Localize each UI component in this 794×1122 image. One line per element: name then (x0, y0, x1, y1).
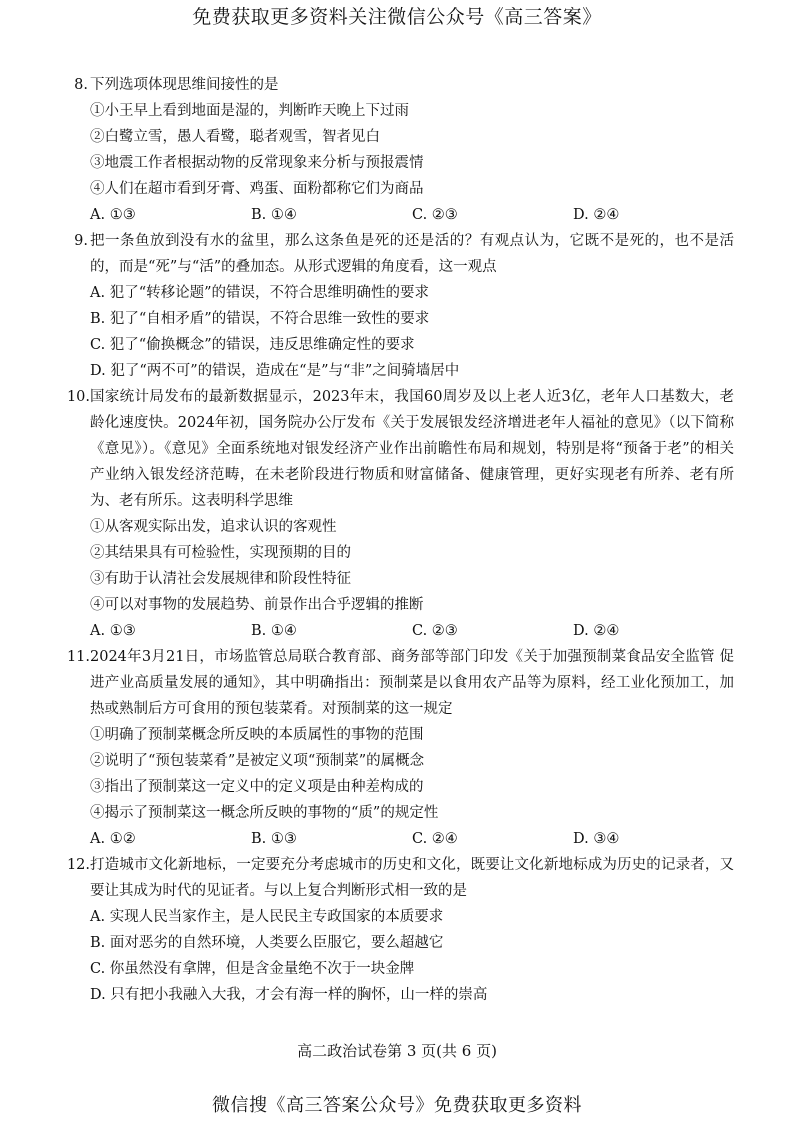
option-b: B. 犯了“自相矛盾”的错误，不符合思维一致性的要求 (90, 311, 430, 327)
option-d: D. 犯了“两不可”的错误，造成在“是”与“非”之间骑墙居中 (90, 363, 460, 379)
option-b: B. 面对恶劣的自然环境，人类要么臣服它，要么超越它 (90, 935, 444, 951)
choice-b: B. ①④ (251, 623, 297, 639)
question-text: 把一条鱼放到没有水的盆里，那么这条鱼是死的还是活的？有观点认为，它既不是死的，也不是活的，而是“死”与“活”的叠加态。从形式逻辑的角度看，这一观点 (90, 233, 734, 275)
question-9 (70, 228, 734, 384)
choice-d: D. ②④ (573, 623, 620, 639)
option-c: C. 你虽然没有拿牌，但是含金量绝不次于一块金牌 (90, 961, 415, 977)
bottom-banner: 微信搜《高三答案公众号》免费获取更多资料 (212, 1095, 582, 1116)
question-number: 10. (66, 389, 90, 405)
question-stem (66, 644, 734, 722)
question-number: 8. (74, 77, 88, 93)
statement-4: ④人们在超市看到牙膏、鸡蛋、面粉都称它们为商品 (90, 181, 424, 197)
question-8 (70, 72, 734, 228)
question-number: 12. (66, 857, 90, 873)
question-number: 9. (74, 233, 88, 249)
question-text: 国家统计局发布的最新数据显示，2023年末，我国60周岁及以上老人近3亿，老年人口基数大，老龄化速度快。2024年初，国务院办公厅发布《关于发展银发经济增进老年人福祉的意见》（以下简称《意见》）。《意见》全面系统地对银发经济产业作出前瞻性布局和规划，特别是将“预备于老”的相关产业纳入银发经济范畴，在未老阶段进行物质和财富储备、健康管理，更好实现老有所养、老有所为、老有所乐。这表明科学思维 (90, 389, 734, 509)
question-12 (66, 852, 734, 1008)
statement-3: ③地震工作者根据动物的反常现象来分析与预报震情 (90, 155, 424, 171)
option-d: D. 只有把小我融入大我，才会有海一样的胸怀，山一样的崇高 (90, 987, 488, 1003)
question-stem (70, 228, 734, 280)
option-c: C. 犯了“偷换概念”的错误，违反思维确定性的要求 (90, 337, 415, 353)
question-number: 11. (66, 649, 90, 665)
question-stem (66, 852, 734, 904)
question-stem (70, 72, 734, 98)
statement-3: ③有助于认清社会发展规律和阶段性特征 (90, 571, 351, 587)
option-a: A. 实现人民当家作主，是人民民主专政国家的本质要求 (90, 909, 444, 925)
statement-3: ③指出了预制菜这一定义中的定义项是由种差构成的 (90, 779, 424, 795)
answer-choices (70, 826, 734, 852)
choice-a: A. ①② (90, 831, 136, 847)
choice-a: A. ①③ (90, 623, 136, 639)
choice-c: C. ②④ (412, 831, 458, 847)
question-text: 打造城市文化新地标，一定要充分考虑城市的历史和文化，既要让文化新地标成为历史的记录者，又要让其成为时代的见证者。与以上复合判断形式相一致的是 (90, 857, 734, 899)
choice-b: B. ①④ (251, 207, 297, 223)
statement-4: ④可以对事物的发展趋势、前景作出合乎逻辑的推断 (90, 597, 424, 613)
question-list (66, 72, 734, 1008)
statement-2: ②说明了“预包装菜肴”是被定义项“预制菜”的属概念 (90, 753, 425, 769)
statement-1: ①明确了预制菜概念所反映的本质属性的事物的范围 (90, 727, 424, 743)
choice-d: D. ②④ (573, 207, 620, 223)
statement-2: ②白鹭立雪，愚人看鹭，聪者观雪，智者见白 (90, 129, 380, 145)
choice-d: D. ③④ (573, 831, 620, 847)
option-a: A. 犯了“转移论题”的错误，不符合思维明确性的要求 (90, 285, 430, 301)
choice-b: B. ①③ (251, 831, 297, 847)
answer-choices (70, 618, 734, 644)
question-text: 2024年3月21日，市场监管总局联合教育部、商务部等部门印发《关于加强预制菜食品安全监管 促进产业高质量发展的通知》，其中明确指出：预制菜是以食用农产品等为原料，经工业化预加工，加热或熟制后方可食用的预包装菜肴。对预制菜的这一规定 (90, 649, 734, 717)
statement-1: ①从客观实际出发，追求认识的客观性 (90, 519, 337, 535)
question-10 (66, 384, 734, 644)
choice-a: A. ①③ (90, 207, 136, 223)
statement-1: ①小王早上看到地面是湿的，判断昨天晚上下过雨 (90, 103, 409, 119)
page-footer: 高二政治试卷第 3 页(共 6 页) (297, 1042, 497, 1060)
question-stem (66, 384, 734, 514)
question-text: 下列选项体现思维间接性的是 (90, 77, 279, 93)
question-11 (66, 644, 734, 852)
choice-c: C. ②③ (412, 207, 458, 223)
answer-choices (70, 202, 734, 228)
statement-4: ④揭示了预制菜这一概念所反映的事物的“质”的规定性 (90, 805, 439, 821)
choice-c: C. ②③ (412, 623, 458, 639)
header-banner: 免费获取更多资料关注微信公众号《高三答案》 (192, 6, 602, 28)
statement-2: ②其结果具有可检验性，实现预期的目的 (90, 545, 351, 561)
